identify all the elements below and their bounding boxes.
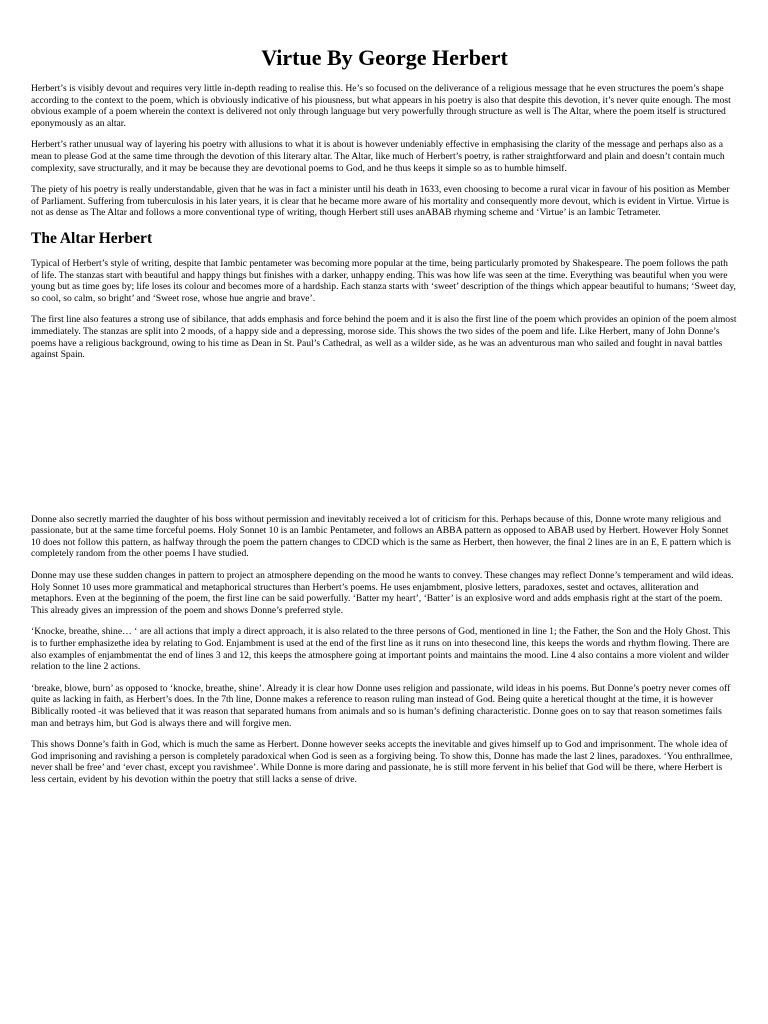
spacer bbox=[31, 174, 738, 184]
spacer bbox=[31, 249, 738, 258]
paragraph-donne-5: This shows Donne’s faith in God, which is much the same as Herbert. Donne however seeks accepts the inevitable and gives himself up to God and imprisonment. The whole idea of God imprisoning and ravishing a person is completely paradoxical when God is seen as a forgiving being. To show this, Donne has made the last 2 lines, paradoxes. ‘You enthrallmee, never shall be free’ and ‘ever chast, except you ravishmee’. While Donne is more daring and passionate, he is still more fervent in his belief that God will be there, where Herbert is less certain, evident by his devotion within the poetry that still lacks a sense of drive. bbox=[31, 739, 733, 785]
spacer bbox=[31, 129, 738, 139]
spacer bbox=[31, 219, 738, 229]
paragraph-section-2: The first line also features a strong use of sibilance, that adds emphasis and force behind the poem and it is also the first line of the poem which provides an opinion of the poem almost immediately. The stanzas are split into 2 moods, of a happy side and a depressing, morose side. This shows the two sides of the poem and life. Like Herbert, many of John Donne’s poems have a religious background, owing to his time as Dean in St. Paul’s Cathedral, as well as a wilder side, as he was an adventurous man who sailed and fought in naval battles against Spain. bbox=[31, 314, 737, 361]
paragraph-intro-2: Herbert’s rather unusual way of layering his poetry with allusions to what it is about is however undeniably effective in emphasising the clarity of the message and perhaps also as a mean to please God at the same time through the devotion of this literary altar. The Altar, like much of Herbert’s poetry, is rather straightforward and plain and doesn’t contain much complexity, save structurally, and it may be because they are devotional poems to God, and he thus keeps it simple so as to humble himself. bbox=[31, 139, 725, 174]
document-title: Virtue By George Herbert bbox=[261, 45, 508, 70]
spacer bbox=[31, 616, 738, 626]
blank-region bbox=[31, 361, 738, 514]
spacer bbox=[31, 72, 738, 83]
paragraph-section-1: Typical of Herbert’s style of writing, despite that Iambic pentameter was becoming more popular at the time, being particularly promoted by Shakespeare. The poem follows the path of life. The stanzas start with beautiful and happy things but finishes with a darker, unhappy ending. This was how life was seen at the time. Everything was beautiful when you were young but as time goes by; life loses its colour and becomes more of a hardship. Each stanza starts with ‘sweet’ description of the things which appear beautiful to humans; ‘Sweet day, so cool, so calm, so bright’ and ‘Sweet rose, whose hue angrie and brave’. bbox=[31, 257, 736, 304]
paragraph-intro-1: Herbert’s is visibly devout and requires very little in-depth reading to realise this. He’s so focused on the deliverance of a religious message that he even structures the poem’s shape according to the context to the poem, which is obviously indicative of his piousness, but what appears in his poetry is also that despite this devotion, it’s never quite enough. The most obvious example of a poem wherein the context is delivered not only through language but very powerfully through structure as well is The Altar, where the poem itself is structured eponymously as an altar. bbox=[31, 83, 731, 129]
spacer bbox=[31, 560, 738, 570]
paragraph-donne-3: ‘Knocke, breathe, shine… ‘ are all actions that imply a direct approach, it is also related to the three persons of God, mentioned in line 1; the Father, the Son and the Holy Ghost. This is to further emphasizethe idea by relating to God. Enjambment is used at the end of the first line as it runs on into thesecond line, this keeps the words and rhythm flowing. There are also examples of enjambmentat the end of lines 3 and 12, this keeps the atmosphere going at important points and maintains the mood. Line 4 also contains a more violent and wilder relation to the line 2 actions. bbox=[31, 626, 731, 673]
paragraph-donne-4: ‘breake, blowe, burn’ as opposed to ‘knocke, breathe, shine’. Already it is clear how Donne uses religion and passionate, wild ideas in his poems. But Donne’s poetry never comes off quite as lacking in faith, as Herbert’s does. In the 7th line, Donne makes a reference to reason ruling man instead of God. Being quite a heretical thought at the time, it is however Biblically rooted -it was believed that it was reason that separated humans from animals and so is human’s defining characteristic. Donne goes on to say that reason sometimes fails man and betrays him, but God is always there and will forgive men. bbox=[31, 682, 731, 729]
spacer bbox=[31, 729, 738, 739]
section-heading: The Altar Herbert bbox=[31, 229, 153, 247]
paragraph-donne-2: Donne may use these sudden changes in pattern to project an atmosphere depending on the mood he wants to convey. These changes may reflect Donne’s temperament and wild ideas. Holy Sonnet 10 uses more grammatical and metaphorical structures than Herbert’s poems. He uses enjambment, plosive letters, paradoxes, sestet and octaves, alliteration and metaphors. Even at the beginning of the poem, the first line can be said powerfully. ‘Batter my heart’, ‘Batter’ is an explosive word and adds emphasis right at the start of the poem. This already gives an impression of the poem and shows Donne’s preferred style. bbox=[31, 570, 734, 616]
spacer bbox=[31, 304, 738, 314]
spacer bbox=[31, 673, 738, 683]
paragraph-donne-1: Donne also secretly married the daughter of his boss without permission and inevitably received a lot of criticism for this. Perhaps because of this, Donne wrote many religious and passionate, but at the same time forceful poems. Holy Sonnet 10 is an Iambic Pentameter, and follows an ABBA pattern as opposed to ABAB used by Herbert. However Holy Sonnet 10 does not follow this pattern, as halfway through the poem the pattern changes to CDCD which is the same as Herbert, then however, the final 2 lines are in an E, E pattern which is completely random from the other poems I have studied. bbox=[31, 513, 732, 560]
paragraph-intro-3: The piety of his poetry is really understandable, given that he was in fact a minister until his death in 1633, even choosing to become a rural vicar in favour of his position as Member of Parliament. Suffering from tuberculosis in his later years, it is clear that he became more aware of his mortality and consequently more devout, which is evident in Virtue. Virtue is not as dense as The Altar and follows a more conventional type of writing, though Herbert still uses anABAB rhyming scheme and ‘Virtue’ is an Iambic Tetrameter. bbox=[31, 184, 730, 219]
